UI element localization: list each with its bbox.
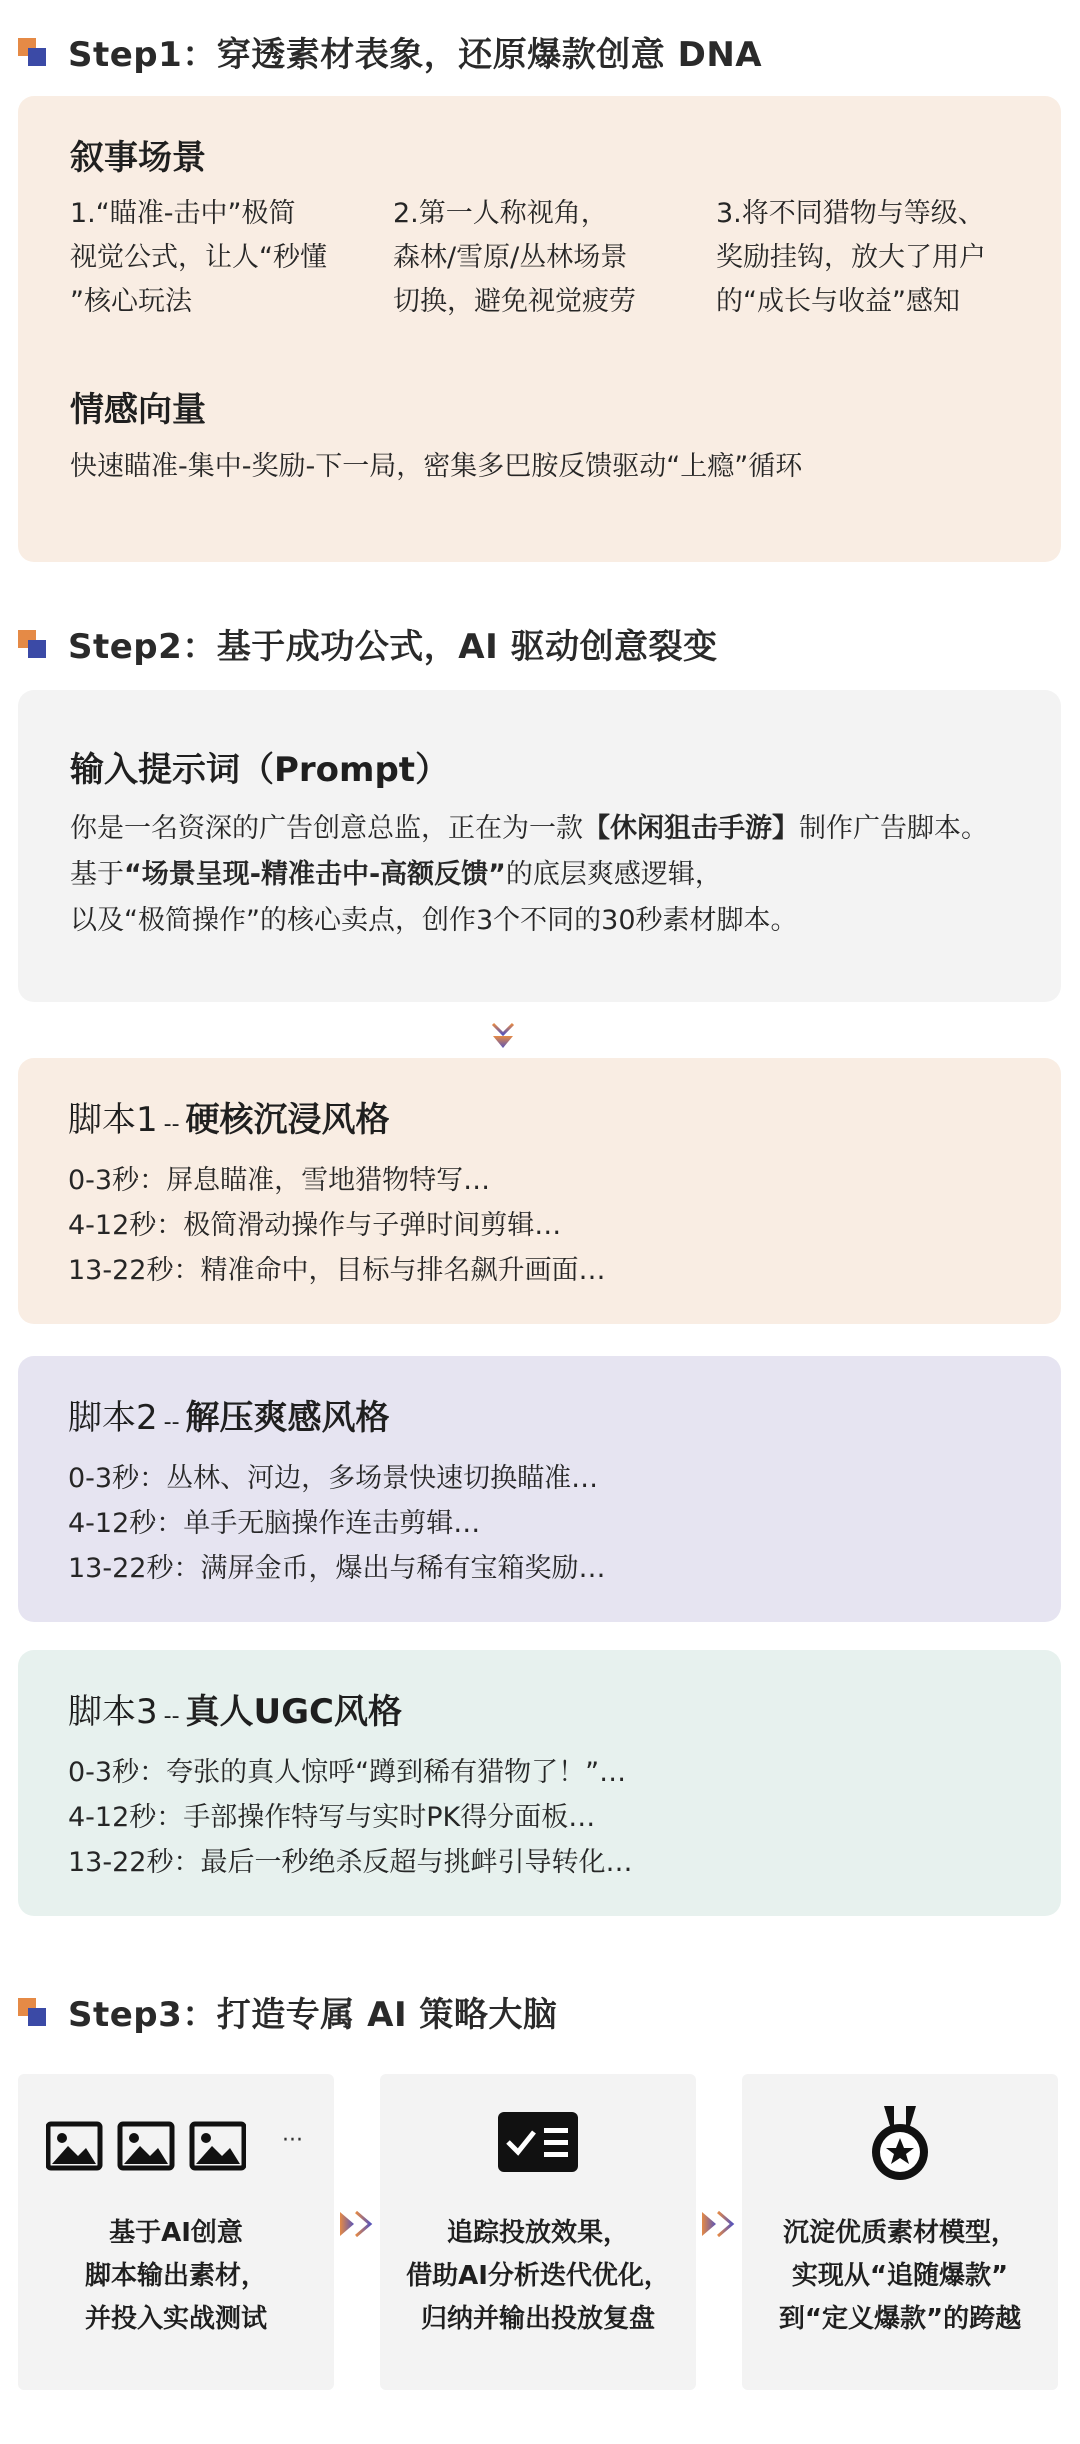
down-arrow-icon — [489, 1022, 517, 1054]
script-line: 4-12秒：单手无脑操作连击剪辑… — [68, 1508, 481, 1539]
step-marker-icon — [18, 1996, 48, 2026]
step3-header — [18, 1988, 557, 2034]
script-line: 13-22秒：精准命中，目标与排名飙升画面… — [68, 1255, 606, 1286]
script-2-title: 脚本2 -- 解压爽感风格 — [68, 1398, 390, 1438]
step1-card — [18, 96, 1061, 562]
narrative-column-1: 1.“瞄准-击中”极简 视觉公式，让人“秒懂 ”核心玩法 — [70, 198, 327, 317]
step3-box-2 — [380, 2074, 696, 2390]
emotion-text: 快速瞄准-集中-奖励-下一局，密集多巴胺反馈驱动“上瘾”循环 — [70, 451, 803, 482]
narrative-heading: 叙事场景 — [70, 138, 206, 178]
medal-icon — [866, 2104, 934, 2184]
step3-box-3-text: 沉淀优质素材模型， 实现从“追随爆款” 到“定义爆款”的跨越 — [778, 2218, 1022, 2334]
prompt-line-1: 你是一名资深的广告创意总监，正在为一款【休闲狙击手游】制作广告脚本。 — [70, 813, 988, 844]
script-line: 4-12秒：极简滑动操作与子弹时间剪辑… — [68, 1210, 562, 1241]
step2-header — [18, 620, 718, 666]
narrative-column-3: 3.将不同猎物与等级、 奖励挂钩，放大了用户 的“成长与收益”感知 — [716, 198, 986, 317]
step3-box-2-text: 追踪投放效果， 借助AI分析迭代优化， 归纳并输出投放复盘 — [406, 2218, 670, 2334]
prompt-card — [18, 690, 1061, 1002]
script-line: 0-3秒：丛林、河边，多场景快速切换瞄准… — [68, 1463, 599, 1494]
step1-title: Step1：穿透素材表象，还原爆款创意 DNA — [68, 34, 763, 75]
step2-title: Step2：基于成功公式，AI 驱动创意裂变 — [68, 626, 718, 667]
step-marker-icon — [18, 36, 48, 66]
narrative-column-2: 2.第一人称视角， 森林/雪原/丛林场景 切换，避免视觉疲劳 — [393, 198, 636, 317]
chevron-right-icon — [338, 2210, 376, 2238]
image-icon — [46, 2120, 246, 2174]
chevron-right-icon — [700, 2210, 738, 2238]
step3-box-3 — [742, 2074, 1058, 2390]
script-line: 0-3秒：屏息瞄准，雪地猎物特写… — [68, 1165, 491, 1196]
step-marker-icon — [18, 628, 48, 658]
ellipsis: ··· — [282, 2128, 303, 2153]
step1-header — [18, 28, 762, 74]
emotion-heading: 情感向量 — [70, 390, 206, 430]
script-1-title: 脚本1 -- 硬核沉浸风格 — [68, 1100, 390, 1140]
prompt-line-2: 基于“场景呈现-精准击中-高额反馈”的底层爽感逻辑， — [70, 859, 722, 890]
script-card-3 — [18, 1650, 1061, 1916]
script-card-2 — [18, 1356, 1061, 1622]
script-card-1 — [18, 1058, 1061, 1324]
script-2-lines — [68, 1456, 605, 1591]
script-1-lines — [68, 1158, 605, 1293]
step3-box-1-text: 基于AI创意 脚本输出素材， 并投入实战测试 — [84, 2218, 267, 2334]
step3-title: Step3：打造专属 AI 策略大脑 — [68, 1994, 558, 2035]
script-3-lines — [68, 1750, 632, 1885]
script-line: 0-3秒：夸张的真人惊呼“蹲到稀有猎物了！”… — [68, 1757, 627, 1788]
script-3-title: 脚本3 -- 真人UGC风格 — [68, 1692, 402, 1732]
script-line: 13-22秒：满屏金币，爆出与稀有宝箱奖励… — [68, 1553, 606, 1584]
checklist-icon — [496, 2110, 580, 2174]
script-line: 4-12秒：手部操作特写与实时PK得分面板… — [68, 1802, 596, 1833]
prompt-line-3: 以及“极简操作”的核心卖点，创作3个不同的30秒素材脚本。 — [70, 905, 798, 936]
script-line: 13-22秒：最后一秒绝杀反超与挑衅引导转化… — [68, 1847, 633, 1878]
prompt-heading: 输入提示词（Prompt） — [70, 750, 450, 790]
step3-box-1 — [18, 2074, 334, 2390]
